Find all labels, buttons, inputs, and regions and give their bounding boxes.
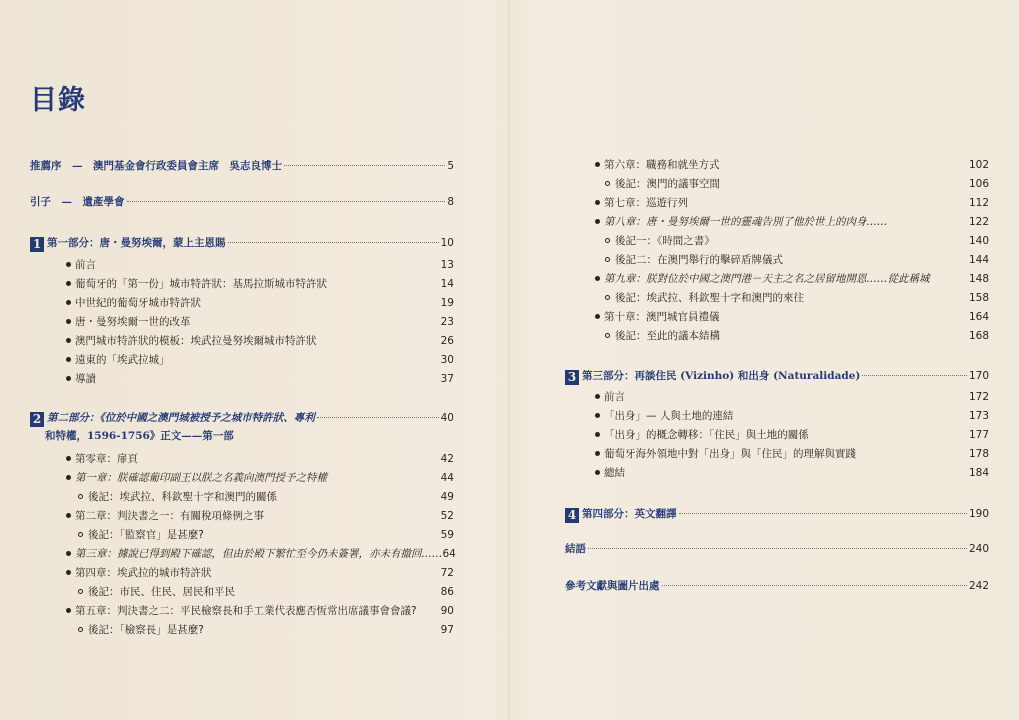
- toc-entry-label: 第十章：澳門城官員禮儀: [604, 311, 720, 323]
- toc-page-number: 72: [440, 567, 454, 579]
- toc-page-number: 164: [968, 311, 989, 323]
- toc-page-number: 64: [442, 548, 456, 560]
- hollow-bullet-icon: [78, 589, 83, 594]
- toc-page-number: 102: [968, 159, 989, 171]
- bullet-icon: [595, 432, 600, 437]
- bullet-icon: [66, 570, 71, 575]
- toc-page-number: 52: [440, 510, 454, 522]
- toc-page-number: 148: [968, 273, 989, 285]
- toc-part-3[interactable]: [565, 369, 989, 385]
- toc-part-label: 第四部分：英文翻譯: [582, 508, 677, 520]
- hollow-bullet-icon: [605, 181, 610, 186]
- toc-entry[interactable]: [565, 466, 989, 480]
- toc-part-label: 第二部分：《位於中國之澳門城被授予之城市特許狀、專利: [47, 412, 315, 424]
- toc-page-number: 177: [968, 429, 989, 441]
- toc-entry-label: 總結: [604, 467, 625, 479]
- toc-entry-label: 葡萄牙的「第一份」城市特許狀：基馬拉斯城市特許狀: [75, 278, 327, 290]
- dot-leader: [679, 513, 967, 514]
- toc-entry-label: 中世紀的葡萄牙城市特許狀: [75, 297, 201, 309]
- toc-entry-label: 澳門城市特許狀的模板：埃武拉曼努埃爾城市特許狀: [75, 335, 317, 347]
- toc-page-number: 97: [440, 624, 454, 636]
- toc-entry[interactable]: [565, 447, 989, 461]
- toc-subentry[interactable]: [565, 291, 989, 305]
- toc-entry-label: 結語: [565, 543, 586, 555]
- toc-subentry[interactable]: [565, 253, 989, 267]
- bullet-icon: [66, 513, 71, 518]
- toc-entry-label: 後記：「監察官」是甚麼?: [88, 529, 204, 541]
- toc-entry[interactable]: [565, 409, 989, 423]
- part-number-badge: 1: [30, 237, 44, 252]
- bullet-icon: [66, 262, 71, 267]
- toc-entry[interactable]: [30, 509, 454, 523]
- toc-page-number: 5: [447, 160, 454, 172]
- toc-entry-label: 後記一：《時間之書》: [615, 235, 715, 247]
- hollow-bullet-icon: [605, 333, 610, 338]
- toc-entry-label: 第二章：判決書之一：有關稅項條例之事: [75, 510, 264, 522]
- toc-entry[interactable]: [30, 604, 454, 618]
- toc-subentry[interactable]: [30, 490, 454, 504]
- toc-page-number: 158: [968, 292, 989, 304]
- toc-entry[interactable]: [30, 452, 454, 466]
- toc-entry[interactable]: [565, 310, 989, 324]
- toc-entry[interactable]: [565, 390, 989, 404]
- toc-entry-label: 葡萄牙海外領地中對「出身」與「住民」的理解與實踐: [604, 448, 856, 460]
- bullet-icon: [595, 394, 600, 399]
- hollow-bullet-icon: [78, 627, 83, 632]
- toc-entry-label: 第零章：扉頁: [75, 453, 138, 465]
- toc-page-number: 140: [968, 235, 989, 247]
- bullet-icon: [595, 162, 600, 167]
- toc-entry[interactable]: [30, 353, 454, 367]
- bullet-icon: [66, 281, 71, 286]
- toc-entry-label: 後記：澳門的議事空間: [615, 178, 720, 190]
- toc-entry-label: 參考文獻與圖片出處: [565, 580, 660, 592]
- toc-entry[interactable]: [565, 428, 989, 442]
- toc-entry-label: 前言: [604, 391, 625, 403]
- toc-entry-label: 第五章：判決書之二：平民檢察長和手工業代表應否恆常出席議事會會議?: [75, 605, 417, 617]
- hollow-bullet-icon: [605, 238, 610, 243]
- toc-subentry[interactable]: [30, 585, 454, 599]
- toc-page-number: 30: [440, 354, 454, 366]
- toc-entry-label: 後記：「檢察長」是甚麼?: [88, 624, 204, 636]
- toc-page-number: 49: [440, 491, 454, 503]
- toc-subentry[interactable]: [565, 177, 989, 191]
- toc-entry-label: 遠東的「埃武拉城」: [75, 354, 170, 366]
- bullet-icon: [595, 314, 600, 319]
- toc-page-number: 242: [968, 580, 989, 592]
- bullet-icon: [66, 300, 71, 305]
- toc-page-number: 144: [968, 254, 989, 266]
- bullet-icon: [66, 376, 71, 381]
- bullet-icon: [595, 219, 600, 224]
- toc-entry-label: 「出身」的概念轉移：「住民」與土地的關係: [604, 429, 809, 441]
- toc-entry-label: 導讀: [75, 373, 96, 385]
- toc-page-number: 10: [440, 237, 454, 249]
- toc-entry-label: 後記：市民、住民、居民和平民: [88, 586, 235, 598]
- toc-subentry[interactable]: [30, 528, 454, 542]
- bullet-icon: [66, 319, 71, 324]
- bullet-icon: [595, 451, 600, 456]
- toc-entry-label: 「出身」— 人與土地的連結: [604, 410, 734, 422]
- dot-leader: [662, 585, 967, 586]
- bullet-icon: [66, 338, 71, 343]
- dot-leader: [228, 242, 439, 243]
- toc-page-number: 8: [447, 196, 454, 208]
- toc-subentry[interactable]: [565, 234, 989, 248]
- part-number-badge: 2: [30, 412, 44, 427]
- toc-page-number: 168: [968, 330, 989, 342]
- toc-entry[interactable]: [30, 315, 454, 329]
- part-number-badge: 3: [565, 370, 579, 385]
- toc-page-number: 14: [440, 278, 454, 290]
- toc-entry[interactable]: [30, 566, 454, 580]
- dot-leader: [317, 417, 439, 418]
- toc-entry-label: 引子 — 遺產學會: [30, 196, 125, 208]
- toc-page-number: 178: [968, 448, 989, 460]
- toc-part-1[interactable]: [30, 236, 454, 252]
- toc-part-2-line2: [30, 429, 454, 443]
- toc-page-number: 122: [968, 216, 989, 228]
- toc-entry[interactable]: [565, 215, 989, 229]
- toc-page-number: 40: [440, 412, 454, 424]
- page-title: 目錄: [30, 85, 86, 116]
- toc-page-number: 170: [968, 370, 989, 382]
- toc-page-number: 190: [968, 508, 989, 520]
- toc-entry-label: 後記：至此的議本結構: [615, 330, 720, 342]
- toc-part-label-continued: 和特權，1596-1756》正文——第一部: [45, 430, 234, 442]
- toc-entry-label: 前言: [75, 259, 96, 271]
- hollow-bullet-icon: [605, 295, 610, 300]
- bullet-icon: [66, 608, 71, 613]
- bullet-icon: [595, 470, 600, 475]
- toc-entry-label: 第八章：唐・曼努埃爾一世的靈魂告別了他於世上的肉身……: [604, 216, 888, 228]
- part-number-badge: 4: [565, 508, 579, 523]
- bullet-icon: [595, 200, 600, 205]
- toc-entry-label: 唐・曼努埃爾一世的改革: [75, 316, 191, 328]
- toc-part-2[interactable]: [30, 411, 454, 427]
- toc-entry-preface[interactable]: [30, 159, 454, 173]
- toc-page-number: 240: [968, 543, 989, 555]
- hollow-bullet-icon: [605, 257, 610, 262]
- toc-entry-label: 推薦序 — 澳門基金會行政委員會主席 吳志良博士: [30, 160, 282, 172]
- toc-entry[interactable]: [30, 334, 454, 348]
- toc-subentry[interactable]: [30, 623, 454, 637]
- toc-entry-conclusion[interactable]: [565, 542, 989, 556]
- toc-page-number: 26: [440, 335, 454, 347]
- toc-page-number: 112: [968, 197, 989, 209]
- bullet-icon: [66, 475, 71, 480]
- toc-page-number: 172: [968, 391, 989, 403]
- toc-page-number: 184: [968, 467, 989, 479]
- toc-page-number: 86: [440, 586, 454, 598]
- toc-entry[interactable]: [30, 471, 454, 485]
- bullet-icon: [66, 551, 71, 556]
- dot-leader: [588, 548, 967, 549]
- toc-part-label: 第一部分：唐・曼努埃爾，蒙上主恩賜: [47, 237, 226, 249]
- toc-page-number: 13: [440, 259, 454, 271]
- bullet-icon: [595, 413, 600, 418]
- toc-part-4[interactable]: [565, 507, 989, 523]
- dot-leader: [127, 201, 446, 202]
- toc-subentry[interactable]: [565, 329, 989, 343]
- toc-page-number: 173: [968, 410, 989, 422]
- toc-entry-label: 後記：埃武拉、科欽聖十字和澳門的來往: [615, 292, 804, 304]
- toc-entry-label: 第一章：朕確認葡印副王以朕之名義向澳門授予之特權: [75, 472, 327, 484]
- dot-leader: [862, 375, 967, 376]
- toc-entry-references[interactable]: [565, 579, 989, 593]
- toc-entry[interactable]: [30, 258, 454, 272]
- toc-entry-label: 第九章：朕對位於中國之澳門港－天主之名之居留地開恩……從此稱城: [604, 273, 930, 285]
- toc-entry-label: 第六章：職務和就坐方式: [604, 159, 720, 171]
- toc-page-number: 37: [440, 373, 454, 385]
- toc-page-number: 59: [440, 529, 454, 541]
- bullet-icon: [66, 357, 71, 362]
- toc-entry-label: 後記二：在澳門舉行的擊碎盾牌儀式: [615, 254, 783, 266]
- toc-entry[interactable]: [30, 547, 454, 561]
- toc-entry-intro[interactable]: [30, 195, 454, 209]
- toc-entry-label: 後記：埃武拉、科欽聖十字和澳門的關係: [88, 491, 277, 503]
- toc-entry-label: 第三章：據說已得到殿下確認，但由於殿下繁忙至今仍未簽署，亦未有撤回……: [75, 548, 443, 560]
- toc-entry-label: 第四章：埃武拉的城市特許狀: [75, 567, 212, 579]
- toc-page-number: 23: [440, 316, 454, 328]
- toc-entry[interactable]: [30, 277, 454, 291]
- toc-entry[interactable]: [30, 296, 454, 310]
- toc-entry-label: 第七章：巡遊行列: [604, 197, 688, 209]
- toc-entry[interactable]: [30, 372, 454, 386]
- hollow-bullet-icon: [78, 532, 83, 537]
- hollow-bullet-icon: [78, 494, 83, 499]
- toc-entry[interactable]: [565, 272, 989, 286]
- bullet-icon: [595, 276, 600, 281]
- bullet-icon: [66, 456, 71, 461]
- toc-page-number: 106: [968, 178, 989, 190]
- toc-entry[interactable]: [565, 196, 989, 210]
- toc-page-number: 42: [440, 453, 454, 465]
- toc-page-number: 44: [440, 472, 454, 484]
- toc-page-number: 19: [440, 297, 454, 309]
- dot-leader: [284, 165, 445, 166]
- toc-entry[interactable]: [565, 158, 989, 172]
- toc-page-number: 90: [440, 605, 454, 617]
- page-spine: [508, 0, 510, 720]
- toc-part-label: 第三部分：再談住民 (Vizinho) 和出身 (Naturalidade): [582, 370, 861, 382]
